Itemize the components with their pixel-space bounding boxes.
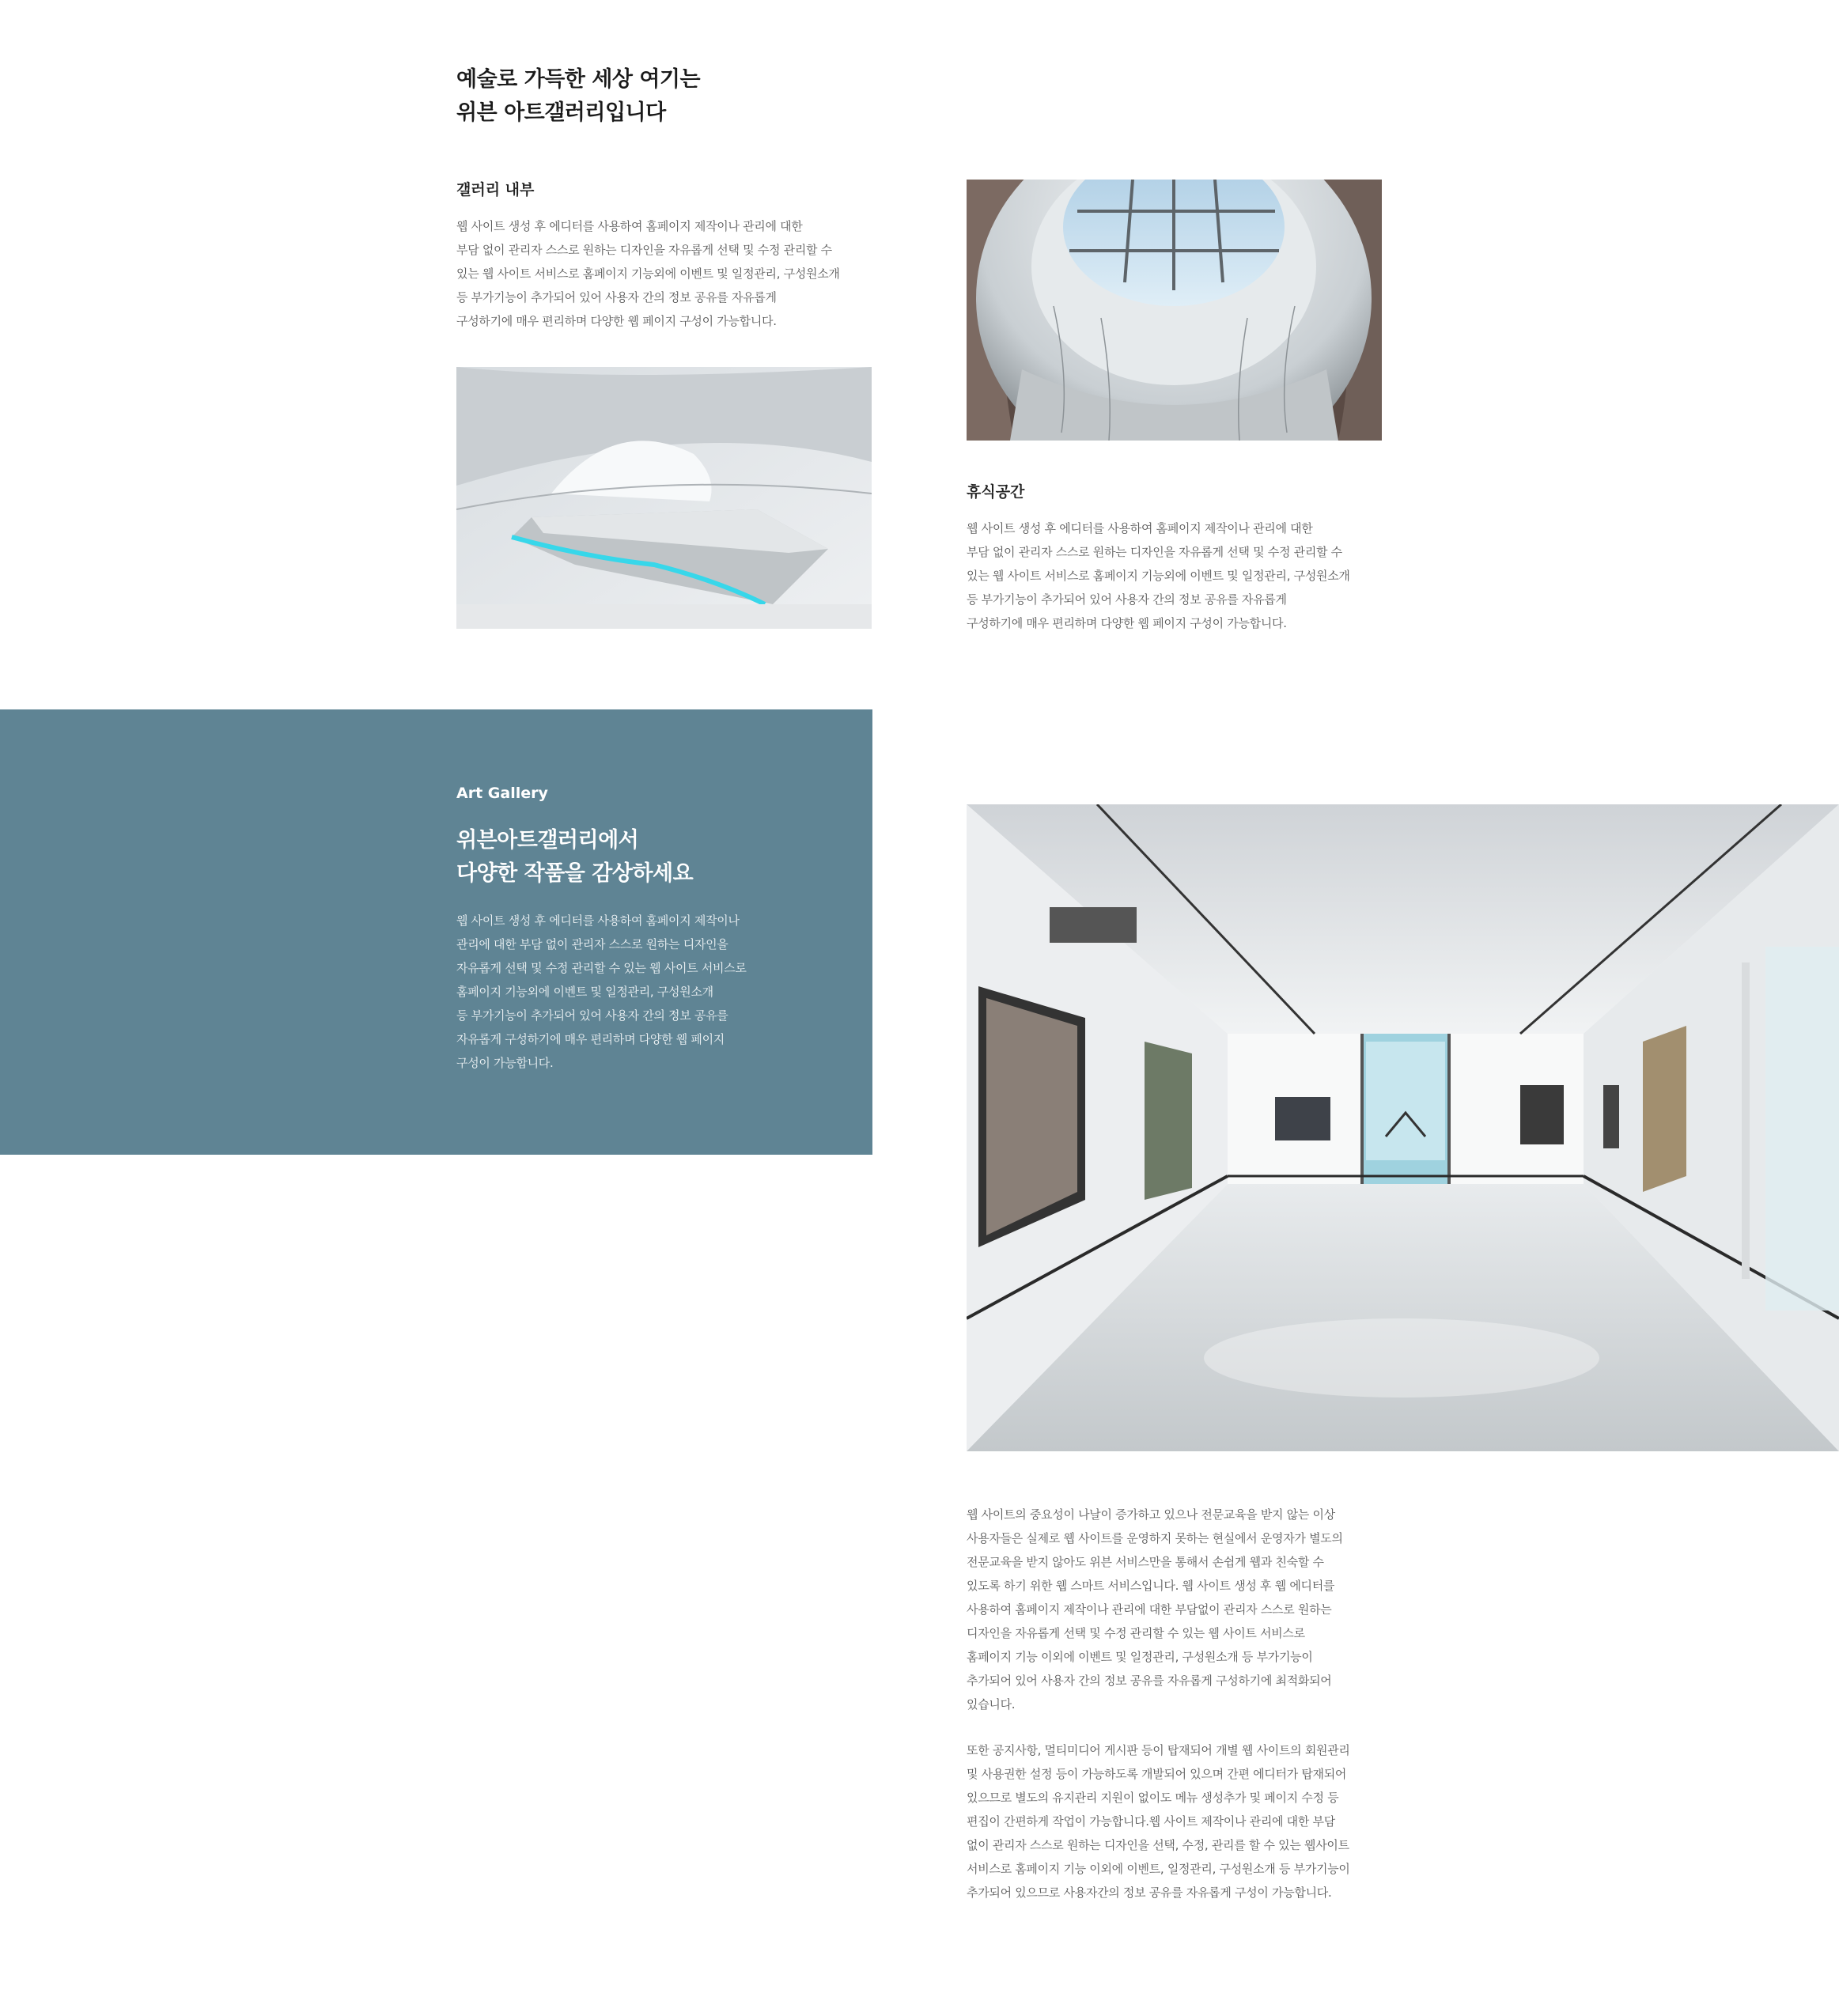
gallery-hall-image [967,804,1839,1451]
gallery-interior-title: 갤러리 내부 [456,181,535,199]
page-title: 예술로 가득한 세상 여기는 위븐 아트갤러리입니다 [456,67,701,125]
art-gallery-title: 위븐아트갤러리에서 다양한 작품을 감상하세요 [456,828,694,886]
art-gallery-text: 웹 사이트 생성 후 에디터를 사용하여 홈페이지 제작이나 관리에 대한 부담 없이 관리자 스스로 원하는 디자인을 자유롭게 선택 및 수정 관리할 수 있는 웹 사이트 서비스로 홈페이지 기능외에 이벤트 및 일정관리, 구성원소개 등 부가기능이 추가되어 있어 사용자 간의 정보 공유를 자유롭게 구성하기에 매우 편리하며 다양한 웹 페이지 구성이 가능합니다. [456,913,747,1070]
art-gallery-kicker: Art Gallery [456,785,548,802]
dome-skylight-image [967,180,1382,441]
about-paragraph-1: 웹 사이트의 중요성이 나날이 증가하고 있으나 전문교육을 받지 않는 이상 사용자들은 실제로 웹 사이트를 운영하지 못하는 현실에서 운영자가 별도의 전문교육을 받지 않아도 위븐 서비스만을 통해서 손쉽게 웹과 친숙할 수 있도록 하기 위한 웹 스마트 서비스입니다. 웹 사이트 생성 후 웹 에디터를 사용하여 홈페이지 제작이나 관리에 대한 부담없이 관리자 스스로 원하는 디자인을 자유롭게 선택 및 수정 관리할 수 있는 웹 사이트 서비스로 홈페이지 기능 이외에 이벤트 및 일정관리, 구성원소개 등 부가기능이 추가되어 있어 사용자 간의 정보 공유를 자유롭게 구성하기에 최적화되어 있습니다. [967,1507,1343,1712]
rest-area-title: 휴식공간 [967,483,1025,501]
gallery-interior-text: 웹 사이트 생성 후 에디터를 사용하여 홈페이지 제작이나 관리에 대한 부담 없이 관리자 스스로 원하는 디자인을 자유롭게 선택 및 수정 관리할 수 있는 웹 사이트 서비스로 홈페이지 기능외에 이벤트 및 일정관리, 구성원소개 등 부가기능이 추가되어 있어 사용자 간의 정보 공유를 자유롭게 구성하기에 매우 편리하며 다양한 웹 페이지 구성이 가능합니다. [456,219,840,328]
about-paragraph-2: 또한 공지사항, 멀티미디어 게시판 등이 탑재되어 개별 웹 사이트의 회원관리 및 사용권한 설정 등이 가능하도록 개발되어 있으며 간편 에디터가 탑재되어 있으므로 별도의 유지관리 지원이 없이도 메뉴 생성추가 및 페이지 수정 등 편집이 간편하게 작업이 가능합니다.웹 사이트 제작이나 관리에 대한 부담 없이 관리자 스스로 원하는 디자인을 선택, 수정, 관리를 할 수 있는 웹사이트 서비스로 홈페이지 기능 이외에 이벤트, 일정관리, 구성원소개 등 부가기능이 추가되어 있으므로 사용자간의 정보 공유를 자유롭게 구성이 가능합니다. [967,1743,1350,1900]
art-gallery-panel [0,709,872,1155]
rest-area-text: 웹 사이트 생성 후 에디터를 사용하여 홈페이지 제작이나 관리에 대한 부담 없이 관리자 스스로 원하는 디자인을 자유롭게 선택 및 수정 관리할 수 있는 웹 사이트 서비스로 홈페이지 기능외에 이벤트 및 일정관리, 구성원소개 등 부가기능이 추가되어 있어 사용자 간의 정보 공유를 자유롭게 구성하기에 매우 편리하며 다양한 웹 페이지 구성이 가능합니다. [967,521,1350,630]
gallery-interior-image [456,367,872,629]
